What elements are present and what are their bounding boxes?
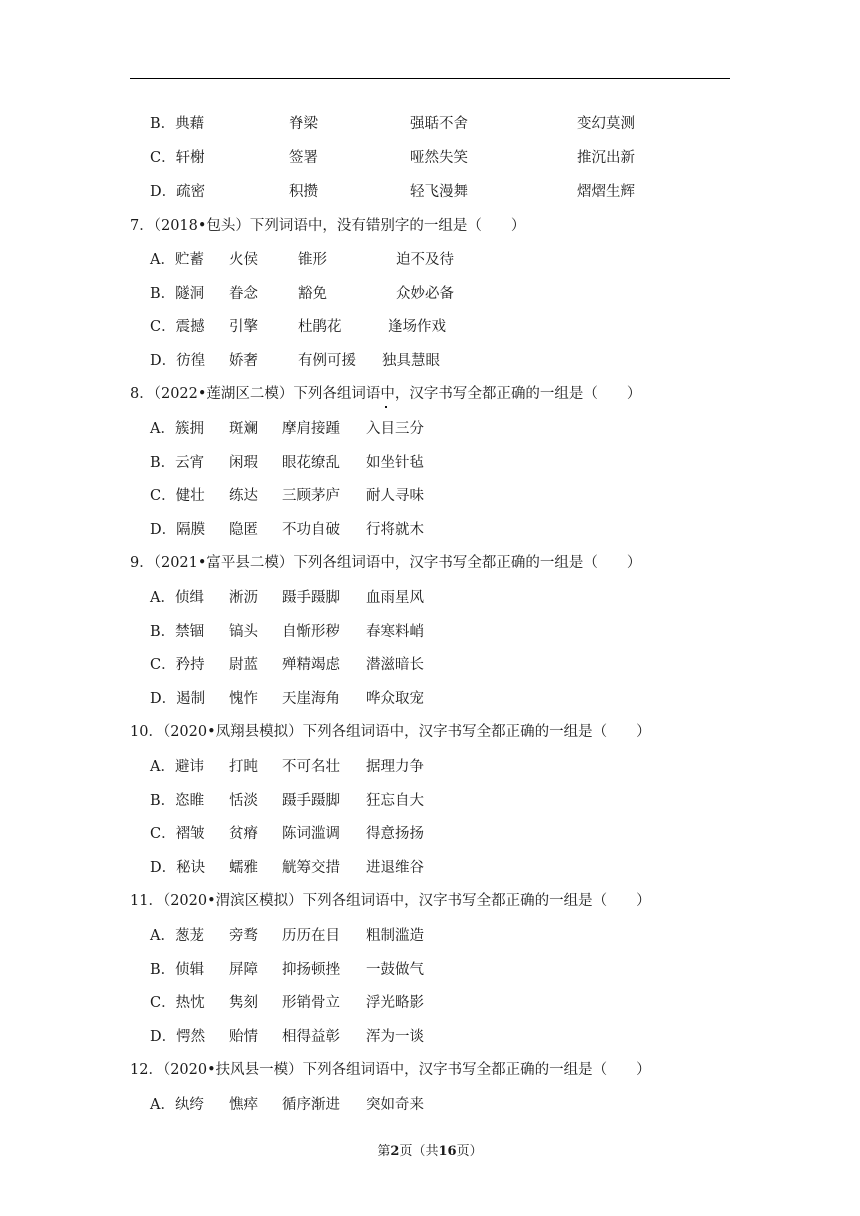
option-word: 循序渐进 bbox=[282, 1097, 340, 1113]
option-word: 轻飞漫舞 bbox=[410, 184, 468, 200]
option-b bbox=[0, 112, 860, 146]
option-label: D．疏密 bbox=[150, 184, 206, 200]
option-b bbox=[0, 620, 860, 654]
option-label: A．侦缉 bbox=[150, 590, 204, 606]
option-word: 春寒料峭 bbox=[366, 624, 424, 640]
question-stem-text: 10．（2020•凤翔县模拟）下列各组词语中，汉字书写全都正确的一组是（ ） bbox=[130, 724, 651, 740]
option-d bbox=[0, 856, 860, 890]
option-word: 蹑手蹑脚 bbox=[282, 793, 340, 809]
option-word: 练达 bbox=[229, 488, 258, 504]
option-label: D．秘诀 bbox=[150, 860, 206, 876]
option-label: C．轩榭 bbox=[150, 150, 205, 166]
option-label: D．隔膜 bbox=[150, 522, 206, 538]
option-word: 旁骛 bbox=[229, 928, 258, 944]
option-d bbox=[0, 349, 860, 383]
question-stem-text: 12．（2020•扶风县一模）下列各组词语中，汉字书写全都正确的一组是（ ） bbox=[130, 1062, 651, 1078]
option-word: 积攒 bbox=[289, 184, 318, 200]
question-stem-text bbox=[130, 382, 641, 403]
option-word: 蹑手蹑脚 bbox=[282, 590, 340, 606]
option-d bbox=[0, 687, 860, 721]
option-word: 眷念 bbox=[229, 286, 258, 302]
option-word: 抑扬顿挫 bbox=[282, 962, 340, 978]
option-label: D．遏制 bbox=[150, 691, 206, 707]
option-word: 相得益彰 bbox=[282, 1029, 340, 1045]
option-word: 哗众取宠 bbox=[366, 691, 424, 707]
option-word: 狂忘自大 bbox=[366, 793, 424, 809]
option-label: C．热忱 bbox=[150, 995, 205, 1011]
question-stem-text: 9．（2021•富平县二模）下列各组词语中，汉字书写全都正确的一组是（ ） bbox=[130, 555, 642, 571]
option-word: 蠕雅 bbox=[229, 860, 258, 876]
option-b bbox=[0, 958, 860, 992]
option-a bbox=[0, 1093, 860, 1127]
question-stem bbox=[0, 720, 860, 754]
option-word: 得意扬扬 bbox=[366, 826, 424, 842]
option-word: 哑然失笑 bbox=[410, 150, 468, 166]
option-c bbox=[0, 315, 860, 349]
option-word: 憔瘁 bbox=[229, 1097, 258, 1113]
question-stem bbox=[0, 889, 860, 923]
option-word: 摩肩接踵 bbox=[282, 421, 340, 437]
option-c bbox=[0, 822, 860, 856]
option-word: 陈词滥调 bbox=[282, 826, 340, 842]
option-word: 不可名壮 bbox=[282, 759, 340, 775]
option-label: C．震撼 bbox=[150, 319, 205, 335]
option-a bbox=[0, 417, 860, 451]
header-rule bbox=[130, 78, 730, 79]
option-word: 打盹 bbox=[229, 759, 258, 775]
option-label: B．禁锢 bbox=[150, 624, 205, 640]
option-word: 火侯 bbox=[229, 252, 258, 268]
emphasis-char: 都 bbox=[481, 386, 497, 402]
option-word: 行将就木 bbox=[366, 522, 424, 538]
option-label: B．典藉 bbox=[150, 116, 205, 132]
option-c bbox=[0, 146, 860, 180]
option-a bbox=[0, 248, 860, 282]
option-a bbox=[0, 924, 860, 958]
option-word: 强聒不舍 bbox=[410, 116, 468, 132]
option-c bbox=[0, 484, 860, 518]
option-label: B．隧洞 bbox=[150, 286, 205, 302]
option-word: 隐匿 bbox=[229, 522, 258, 538]
option-label: A．纨绔 bbox=[150, 1097, 204, 1113]
option-word: 淅沥 bbox=[229, 590, 258, 606]
option-word: 斑斓 bbox=[229, 421, 258, 437]
option-word: 变幻莫测 bbox=[577, 116, 635, 132]
question-stem bbox=[0, 382, 860, 416]
option-b bbox=[0, 282, 860, 316]
option-word: 天崖海角 bbox=[282, 691, 340, 707]
option-word: 贻情 bbox=[229, 1029, 258, 1045]
option-word: 熠熠生辉 bbox=[577, 184, 635, 200]
option-a bbox=[0, 586, 860, 620]
option-word: 觥筹交措 bbox=[282, 860, 340, 876]
option-word: 如坐针毡 bbox=[366, 455, 424, 471]
option-word: 愧怍 bbox=[229, 691, 258, 707]
option-word: 引擎 bbox=[229, 319, 258, 335]
option-word: 耐人寻味 bbox=[366, 488, 424, 504]
option-d bbox=[0, 180, 860, 214]
option-word: 形销骨立 bbox=[282, 995, 340, 1011]
option-b bbox=[0, 789, 860, 823]
option-label: A．避讳 bbox=[150, 759, 204, 775]
option-word: 入目三分 bbox=[366, 421, 424, 437]
option-word: 进退维谷 bbox=[366, 860, 424, 876]
emphasis-char: 正 bbox=[496, 386, 511, 402]
option-label: B．侦辑 bbox=[150, 962, 205, 978]
option-word: 潜滋暗长 bbox=[366, 657, 424, 673]
option-word: 恬淡 bbox=[229, 793, 258, 809]
option-label: B．云宵 bbox=[150, 455, 205, 471]
footer-suffix: 页） bbox=[456, 1144, 483, 1159]
option-word: 殚精竭虑 bbox=[282, 657, 340, 673]
option-word: 血雨星风 bbox=[366, 590, 424, 606]
option-word: 粗制滥造 bbox=[366, 928, 424, 944]
option-word: 尉蓝 bbox=[229, 657, 258, 673]
question-stem-text: 7．（2018•包头）下列词语中，没有错别字的一组是（ ） bbox=[130, 218, 526, 234]
page-number: 2 bbox=[390, 1144, 400, 1159]
option-word: 逢场作戏 bbox=[388, 319, 446, 335]
option-word: 三顾茅庐 bbox=[282, 488, 340, 504]
option-d bbox=[0, 1025, 860, 1059]
option-word: 有例可援 bbox=[298, 353, 356, 369]
footer-mid: 页（共 bbox=[399, 1144, 439, 1159]
question-stem bbox=[0, 1058, 860, 1092]
option-word: 自惭形秽 bbox=[282, 624, 340, 640]
option-label: B．恣睢 bbox=[150, 793, 205, 809]
option-word: 历历在目 bbox=[282, 928, 340, 944]
option-word: 独具慧眼 bbox=[382, 353, 440, 369]
option-word: 众妙必备 bbox=[396, 286, 454, 302]
page-footer bbox=[0, 1140, 860, 1159]
option-word: 推沉出新 bbox=[577, 150, 635, 166]
option-word: 一鼓做气 bbox=[366, 962, 424, 978]
option-word: 镐头 bbox=[229, 624, 258, 640]
option-word: 不功自破 bbox=[282, 522, 340, 538]
option-word: 签署 bbox=[289, 150, 318, 166]
option-word: 豁免 bbox=[298, 286, 327, 302]
option-word: 杜鹃花 bbox=[298, 319, 342, 335]
option-b bbox=[0, 451, 860, 485]
option-word: 脊梁 bbox=[289, 116, 318, 132]
option-word: 迫不及待 bbox=[396, 252, 454, 268]
stem-part: 确的一组是（ ） bbox=[510, 386, 642, 402]
option-word: 隽刻 bbox=[229, 995, 258, 1011]
question-stem-text: 11．（2020•渭滨区模拟）下列各组词语中，汉字书写全都正确的一组是（ ） bbox=[130, 893, 651, 909]
option-d bbox=[0, 518, 860, 552]
option-word: 锥形 bbox=[298, 252, 327, 268]
option-c bbox=[0, 991, 860, 1025]
option-word: 浮光略影 bbox=[366, 995, 424, 1011]
option-label: C．矜持 bbox=[150, 657, 205, 673]
question-stem bbox=[0, 214, 860, 248]
stem-part: 8．（2022•莲湖区二模）下列各组词语中，汉字书写 bbox=[130, 386, 468, 402]
option-word: 闲瑕 bbox=[229, 455, 258, 471]
option-word: 据理力争 bbox=[366, 759, 424, 775]
option-c bbox=[0, 653, 860, 687]
option-label: C．健壮 bbox=[150, 488, 205, 504]
option-word: 贫瘠 bbox=[229, 826, 258, 842]
option-label: A．贮蓄 bbox=[150, 252, 204, 268]
option-a bbox=[0, 755, 860, 789]
option-label: A．簇拥 bbox=[150, 421, 204, 437]
emphasis-char: 全 bbox=[467, 386, 482, 402]
footer-prefix: 第 bbox=[377, 1144, 391, 1159]
option-label: D．愕然 bbox=[150, 1029, 206, 1045]
option-label: D．彷徨 bbox=[150, 353, 206, 369]
option-word: 娇奢 bbox=[229, 353, 258, 369]
option-word: 眼花缭乱 bbox=[282, 455, 340, 471]
option-label: A．葱茏 bbox=[150, 928, 204, 944]
option-word: 浑为一谈 bbox=[366, 1029, 424, 1045]
option-label: C．褶皱 bbox=[150, 826, 205, 842]
option-word: 突如奇来 bbox=[366, 1097, 424, 1113]
total-pages: 16 bbox=[438, 1144, 457, 1159]
option-word: 屏障 bbox=[229, 962, 258, 978]
question-stem bbox=[0, 551, 860, 585]
